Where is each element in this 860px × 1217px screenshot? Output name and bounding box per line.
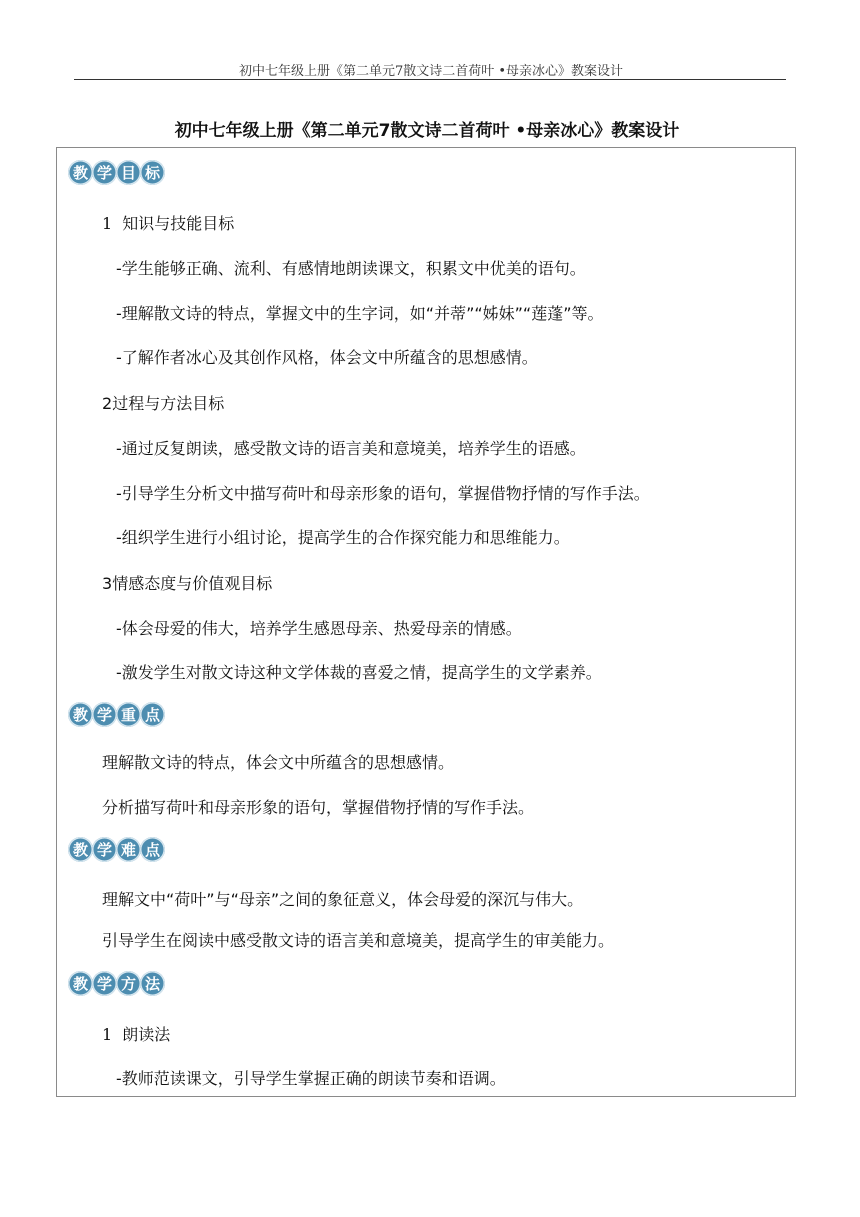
method-item: -教师范读课文，引导学生掌握正确的朗读节奏和语调。 — [116, 1069, 506, 1088]
difficulty-item: 引导学生在阅读中感受散文诗的语言美和意境美，提高学生的审美能力。 — [102, 931, 615, 950]
header-rule — [74, 79, 786, 80]
badge-char: 学 — [92, 837, 117, 862]
badge-char: 学 — [92, 971, 117, 996]
objective-group-heading — [102, 211, 234, 234]
badge-char: 法 — [140, 971, 165, 996]
badge-char: 点 — [140, 837, 165, 862]
badge-char: 目 — [116, 160, 141, 185]
key-points-badge — [68, 702, 164, 727]
group-heading: 过程与方法目标 — [112, 394, 225, 413]
badge-char: 教 — [68, 837, 93, 862]
badge-char: 教 — [68, 160, 93, 185]
running-header: 初中七年级上册《第二单元7散文诗二首荷叶 •母亲冰心》教案设计 — [238, 64, 624, 79]
objective-item: -通过反复朗读，感受散文诗的语言美和意境美，培养学生的语感。 — [116, 439, 586, 458]
badge-char: 方 — [116, 971, 141, 996]
group-number: 2 — [102, 394, 113, 413]
badge-char: 教 — [68, 702, 93, 727]
group-heading: 知识与技能目标 — [122, 214, 235, 233]
badge-char: 标 — [140, 160, 165, 185]
objective-item: -体会母爱的伟大，培养学生感恩母亲、热爱母亲的情感。 — [116, 619, 522, 638]
key-point-item: 理解散文诗的特点，体会文中所蕴含的思想感情。 — [102, 753, 455, 772]
objective-item: -理解散文诗的特点，掌握文中的生字词，如“并蒂”“姊妹”“莲蓬”等。 — [116, 304, 604, 323]
difficulty-item: 理解文中“荷叶”与“母亲”之间的象征意义，体会母爱的深沉与伟大。 — [102, 890, 584, 909]
objectives-badge — [68, 160, 164, 185]
group-heading: 情感态度与价值观目标 — [112, 574, 273, 593]
badge-char: 重 — [116, 702, 141, 727]
objective-item: -引导学生分析文中描写荷叶和母亲形象的语句，掌握借物抒情的写作手法。 — [116, 484, 650, 503]
method-group-heading — [102, 1022, 170, 1045]
document-title: 初中七年级上册《第二单元7散文诗二首荷叶 •母亲冰心》教案设计 — [174, 121, 680, 141]
group-number: 3 — [102, 574, 113, 593]
objective-item: -激发学生对散文诗这种文学体裁的喜爱之情，提高学生的文学素养。 — [116, 663, 602, 682]
badge-char: 教 — [68, 971, 93, 996]
group-heading: 朗读法 — [122, 1025, 171, 1044]
badge-char: 点 — [140, 702, 165, 727]
group-number: 1 — [102, 214, 113, 233]
methods-badge — [68, 971, 164, 996]
badge-char: 学 — [92, 702, 117, 727]
badge-char: 难 — [116, 837, 141, 862]
objective-item: -了解作者冰心及其创作风格，体会文中所蕴含的思想感情。 — [116, 348, 538, 367]
objective-group-heading — [102, 391, 224, 414]
badge-char: 学 — [92, 160, 117, 185]
objective-item: -学生能够正确、流利、有感情地朗读课文，积累文中优美的语句。 — [116, 259, 586, 278]
objective-item: -组织学生进行小组讨论，提高学生的合作探究能力和思维能力。 — [116, 528, 570, 547]
objective-group-heading — [102, 571, 272, 594]
difficulties-badge — [68, 837, 164, 862]
key-point-item: 分析描写荷叶和母亲形象的语句，掌握借物抒情的写作手法。 — [102, 798, 535, 817]
group-number: 1 — [102, 1025, 113, 1044]
